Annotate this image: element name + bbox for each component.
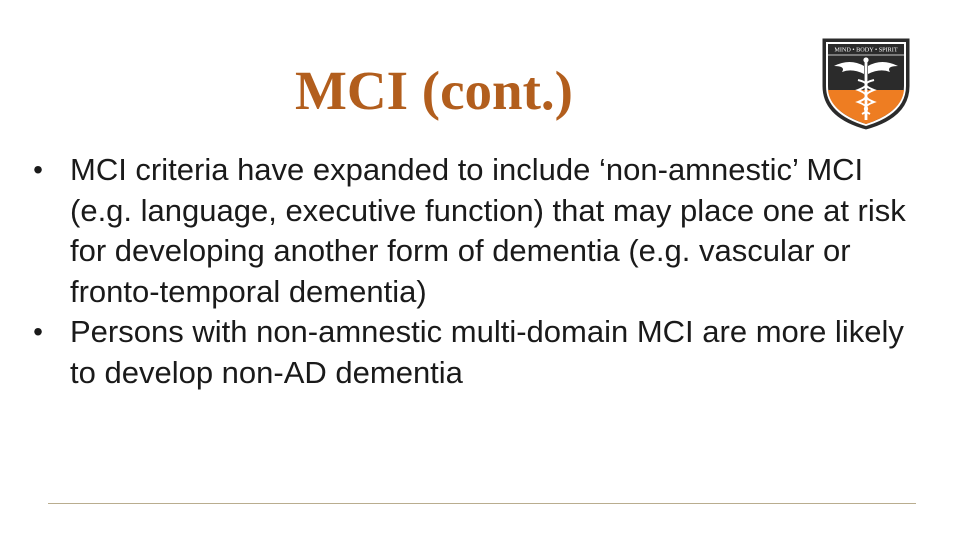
footer-divider — [48, 503, 916, 504]
bullet-marker: • — [33, 154, 43, 185]
bullet-text: Persons with non-amnestic multi-domain MCI are more likely to develop non-AD dementia — [70, 314, 904, 390]
bullet-item — [28, 150, 908, 312]
bullet-list — [28, 150, 908, 393]
bullet-marker: • — [33, 316, 43, 347]
bullet-item — [28, 312, 908, 393]
slide-title: MCI (cont.) — [295, 60, 573, 121]
logo-motto: MIND • BODY • SPIRIT — [834, 46, 898, 54]
caduceus-shield-icon — [820, 36, 912, 132]
bullet-text: MCI criteria have expanded to include ‘non-amnestic’ MCI (e.g. language, executive function) that may place one at risk for developing another form of dementia (e.g. vascular or fronto-temporal dementia) — [70, 152, 906, 309]
